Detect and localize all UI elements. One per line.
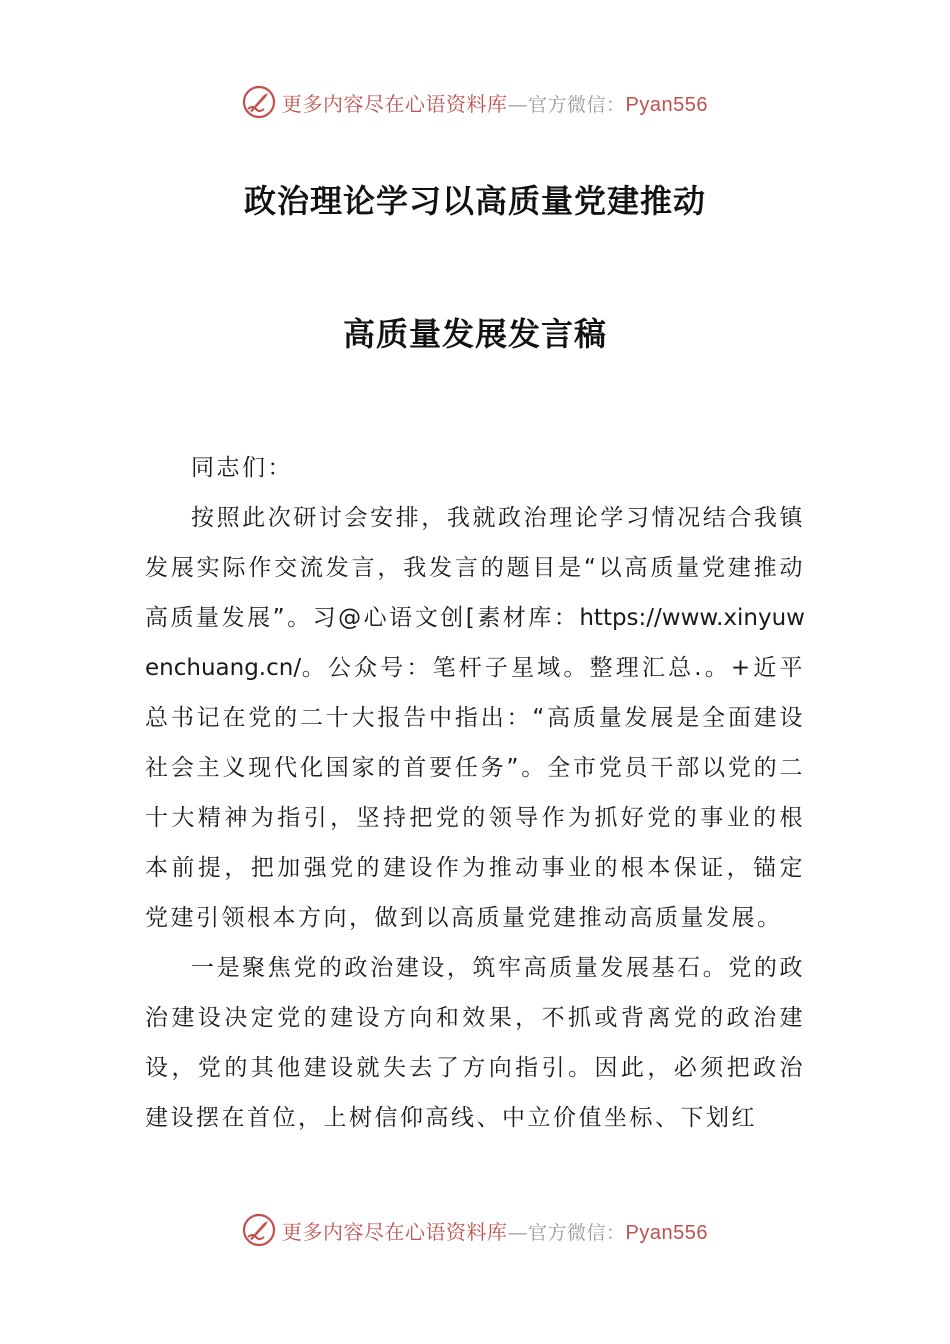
banner-wechat-id: Pyan556: [625, 93, 708, 116]
footer-watermark-banner: [0, 1210, 950, 1250]
document-body: [145, 443, 805, 1143]
banner-wechat-label: 官方微信：: [528, 1221, 626, 1244]
banner-text: [282, 1216, 708, 1245]
banner-separator: —: [507, 1219, 528, 1244]
paragraph-2: 一是聚焦党的政治建设，筑牢高质量发展基石。党的政治建设决定党的建设方向和效果，不抓或背离党的政治建设，党的其他建设就失去了方向指引。因此，必须把政治建设摆在首位，上树信仰高线、中立价值坐标、下划红: [145, 955, 805, 1131]
banner-text: [282, 88, 708, 117]
website-url: https://www.xinyuwenchuang.cn/: [145, 605, 805, 681]
banner-separator: —: [507, 91, 528, 116]
banner-wechat-label: 官方微信：: [528, 93, 626, 116]
document-title-line-2: 高质量发展发言稿: [342, 315, 607, 353]
paragraph-1-text-b: 。公众号：笔杆子星域。整理汇总.。+近平总书记在党的二十大报告中指出：“高质量发展是全面建设社会主义现代化国家的首要任务”。全市党员干部以党的二十大精神为指引，坚持把党的领导作为抓好党的事业的根本前提，把加强党的建设作为推动事业的根本保证，锚定党建引领根本方向，做到以高质量党建推动高质量发展。: [145, 655, 805, 931]
paragraph-1: [145, 493, 805, 943]
banner-main-text: 更多内容尽在心语资料库: [282, 91, 508, 116]
quill-logo-icon: [242, 1213, 276, 1247]
header-watermark-banner: [0, 82, 950, 122]
quill-logo-icon: [242, 85, 276, 119]
banner-wechat-id: Pyan556: [625, 1221, 708, 1244]
document-title-line-1: 政治理论学习以高质量党建推动: [243, 182, 706, 220]
greeting-paragraph: 同志们：: [191, 455, 293, 481]
banner-main-text: 更多内容尽在心语资料库: [282, 1219, 508, 1244]
paragraph-1-text-a: 按照此次研讨会安排，我就政治理论学习情况结合我镇发展实际作交流发言，我发言的题目是“以高质量党建推动高质量发展”。习@心语文创[素材库：: [145, 505, 805, 631]
